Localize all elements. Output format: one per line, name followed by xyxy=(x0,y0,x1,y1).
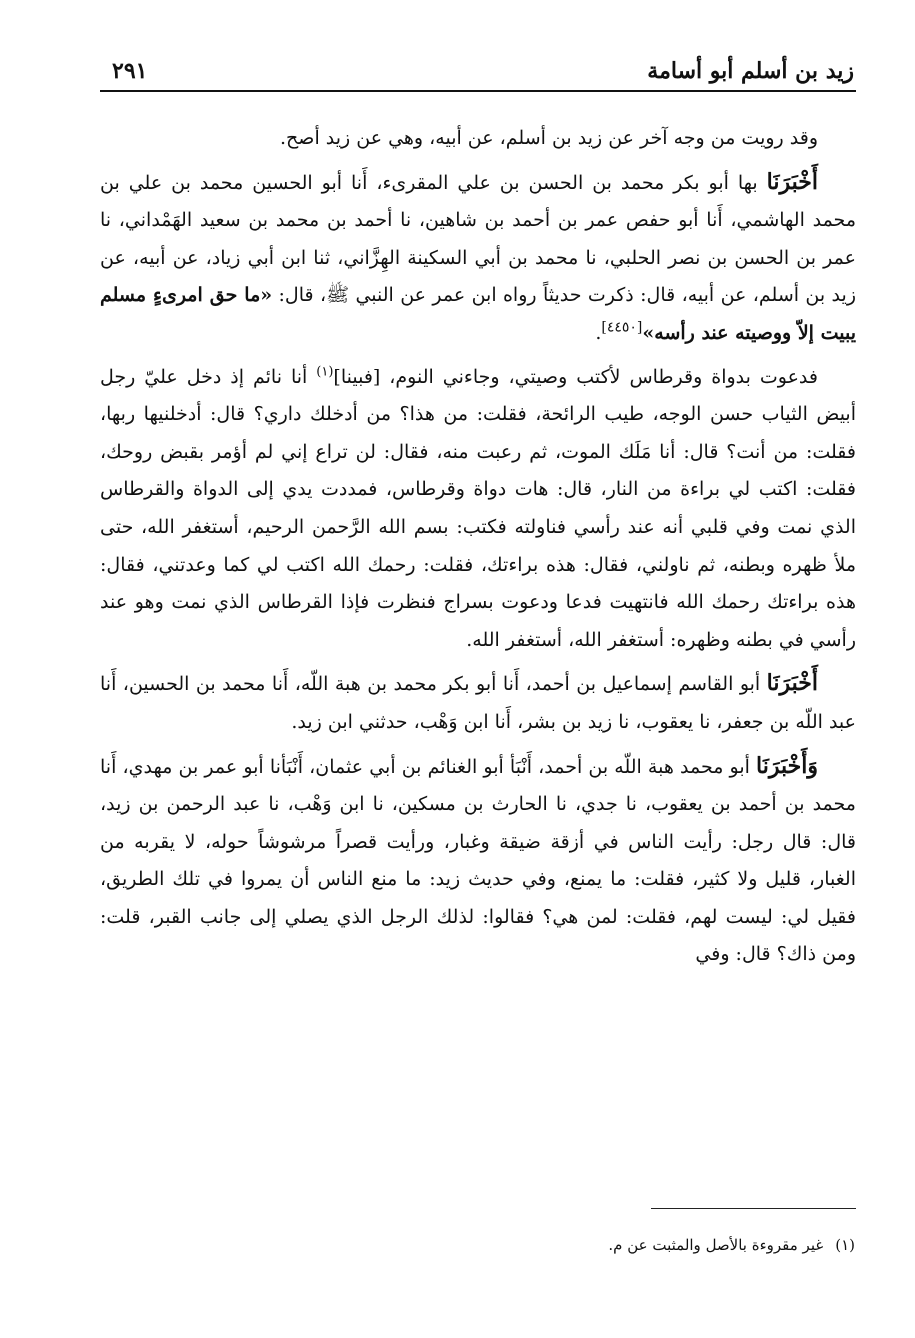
paragraph-2 xyxy=(100,164,856,353)
header-rule xyxy=(100,90,856,92)
footnote xyxy=(608,1236,855,1254)
running-title: زيد بن أسلم أبو أسامة xyxy=(647,58,854,84)
paragraph-text: بها أبو بكر محمد بن الحسن بن علي المقرىء، أَنا أبو الحسين محمد بن علي بن محمد الهاشمي، أَنا أبو حفص عمر بن أحمد بن شاهين، نا أحمد بن محمد بن سعيد الهَمْداني، نا عمر بن الحسن بن نصر الحلبي، نا محمد بن أبي السكينة الهِزَّاني، ثنا ابن أبي زياد، عن أبيه، عن زيد بن أسلم، عن أبيه، قال: ذكرت حديثاً رواه ابن عمر عن النبي ﷺ، قال: xyxy=(100,171,856,307)
paragraph-5 xyxy=(100,748,856,975)
running-header xyxy=(102,52,854,94)
paragraph-tail: . xyxy=(595,321,602,344)
akhbarana-lead: أَخْبَرَنَا xyxy=(766,670,818,697)
footnote-marker: (١) xyxy=(316,364,334,380)
hadith-reference: [٤٤٥٠] xyxy=(601,319,643,336)
body-text xyxy=(100,120,856,974)
paragraph-3 xyxy=(100,359,856,660)
page-number: ٢٩١ xyxy=(112,58,148,84)
paragraph-4 xyxy=(100,665,856,741)
paragraph-text: أنا نائم إذ دخل عليّ رجل أبيض الثياب حسن الوجه، طيب الرائحة، فقلت: من هذا؟ من أدخلك داري؟ قال: أدخلنيها ربها، فقلت: من أنت؟ قال: أنا مَلَك الموت، ثم رعبت منه، فقال: لن تراع إني لم أؤمر بقبض روحك، فقلت: اكتب لي براءة من النار، قال: هات دواة وقرطاس، فمددت يدي إلى الدواة والقرطاس الذي نمت وفي قلبي أنه عند رأسي فناولته فكتب: بسم الله الرَّحمن الرحيم، أستغفر الله، حتى ملأ ظهره وبطنه، ثم ناولني، فقال: هذه براءتك، فقلت: رحمك الله اكتب لي كما وعدتني، فقال: هذه براءتك رحمك الله فانتهيت فدعا ودعوت بسراج فنظرت فإذا القرطاس الذي نمت وهو عند رأسي في بطنه وظهره: أستغفر الله، أستغفر الله. xyxy=(100,365,856,651)
akhbarana-lead: أَخْبَرَنَا xyxy=(766,168,818,195)
paragraph-text: أبو محمد هبة اللّه بن أحمد، أَنْبَأ أبو الغنائم بن أبي عثمان، أَنْبَأنا أبو عمر بن مهدي، أَنا محمد بن أحمد بن يعقوب، نا جدي، نا الحارث بن مسكين، نا ابن وَهْب، نا عبد الرحمن بن زيد، قال: قال رجل: رأيت الناس في أزقة ضيقة وغبار، ورأيت قصراً مرشوشاً حوله، لا يقربه من الغبار، قليل ولا كثير، فقلت: ما يمنع، وفي حديث زيد: ما منع الناس أن يمروا في تلك الطريق، فقيل لي: ليست لهم، فقلت: لمن هي؟ فقالوا: لذلك الرجل الذي يصلي إلى جانب القبر، قلت: ومن ذاك؟ قال: وفي xyxy=(100,755,856,966)
wa-akhbarana-lead: وَأَخْبَرَنَا xyxy=(756,752,818,779)
paragraph-text-start: فدعوت بدواة وقرطاس لأكتب وصيتي، وجاءني النوم، [فبينا] xyxy=(333,365,818,388)
paragraph-text: وقد رويت من وجه آخر عن زيد بن أسلم، عن أبيه، وهي عن زيد أصح. xyxy=(280,127,818,149)
paragraph-1 xyxy=(100,120,856,158)
footnote-number: (١) xyxy=(835,1236,855,1254)
hadith-text: «ما حق امرىءٍ مسلم يبيت إلاّ ووصيته عند رأسه» xyxy=(100,284,856,344)
footnote-rule xyxy=(651,1208,856,1209)
footnote-text: غير مقروءة بالأصل والمثبت عن م. xyxy=(608,1236,824,1254)
paragraph-text: أبو القاسم إسماعيل بن أحمد، أَنا أبو بكر محمد بن هبة اللّه، أَنا محمد بن الحسين، أَنا عبد اللّه بن جعفر، نا يعقوب، نا زيد بن بشر، أَنا ابن وَهْب، حدثني ابن زيد. xyxy=(100,673,856,733)
